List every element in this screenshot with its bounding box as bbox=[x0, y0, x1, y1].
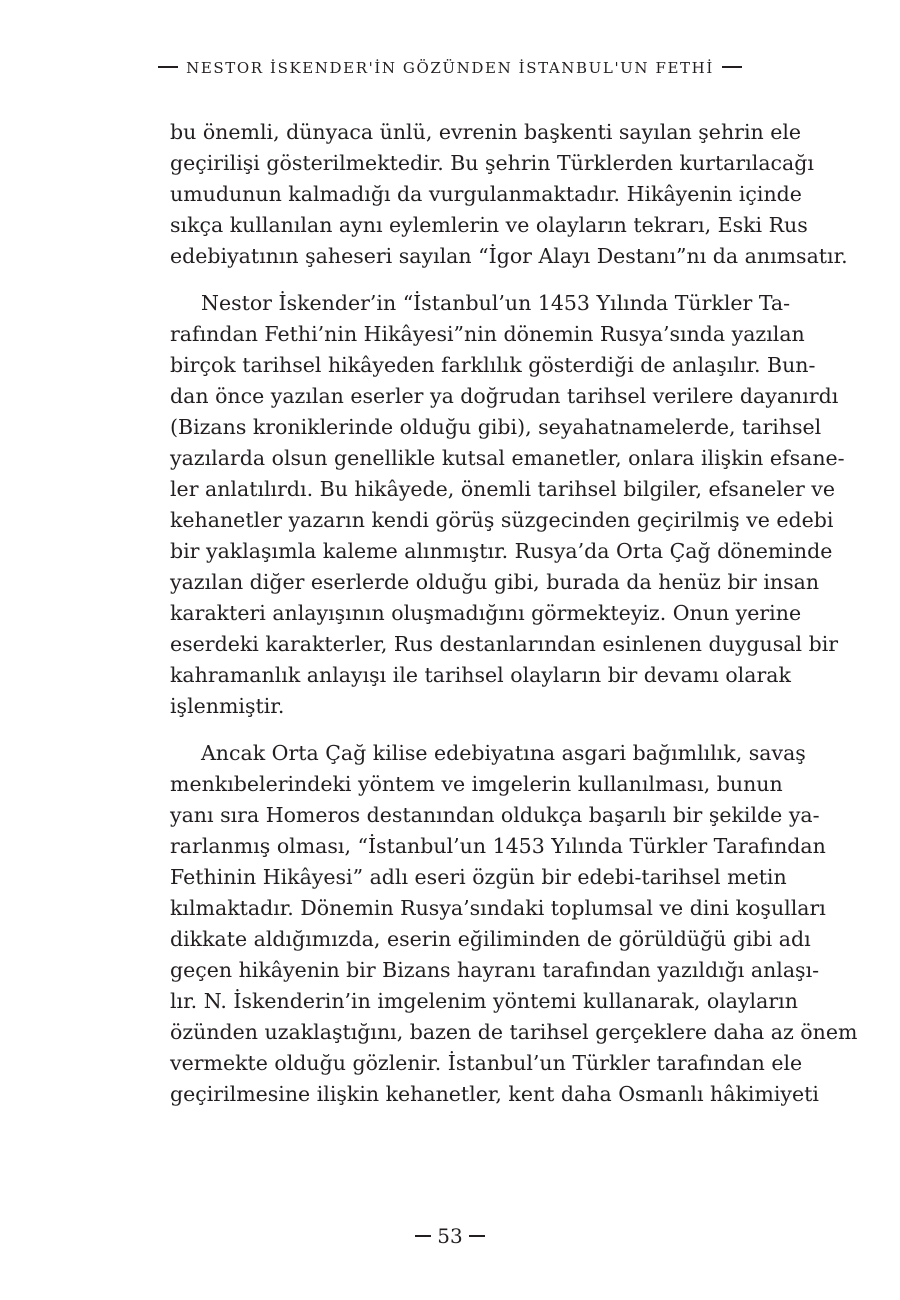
text-line: bu önemli, dünyaca ünlü, evrenin başkenti sayılan şehrin ele bbox=[170, 120, 802, 144]
text-line: Nestor İskender’in “İstanbul’un 1453 Yılında Türkler Ta- bbox=[201, 291, 791, 315]
text-line: bir yaklaşımla kaleme alınmıştır. Rusya’da Orta Çağ döneminde bbox=[170, 539, 833, 563]
body-text bbox=[170, 117, 858, 1110]
paragraph-2 bbox=[170, 288, 845, 722]
text-line: geçen hikâyenin bir Bizans hayranı tarafından yazıldığı anlaşı- bbox=[170, 958, 820, 982]
text-line: vermekte olduğu gözlenir. İstanbul’un Türkler tarafından ele bbox=[170, 1051, 803, 1075]
running-header bbox=[0, 59, 900, 77]
text-line: geçirilişi gösterilmektedir. Bu şehrin Türklerden kurtarılacağı bbox=[170, 151, 814, 175]
text-line: yazılan diğer eserlerde olduğu gibi, burada da henüz bir insan bbox=[170, 570, 820, 594]
page-footer bbox=[0, 1224, 900, 1248]
footer-left-dash bbox=[415, 1235, 431, 1237]
text-line: ler anlatılırdı. Bu hikâyede, önemli tarihsel bilgiler, efsaneler ve bbox=[170, 477, 835, 501]
text-line: birçok tarihsel hikâyeden farklılık gösterdiği de anlaşılır. Bun- bbox=[170, 353, 816, 377]
text-line: yanı sıra Homeros destanından oldukça başarılı bir şekilde ya- bbox=[170, 803, 820, 827]
header-right-dash bbox=[722, 66, 742, 68]
text-line: özünden uzaklaştığını, bazen de tarihsel gerçeklere daha az önem bbox=[170, 1020, 858, 1044]
text-line: kehanetler yazarın kendi görüş süzgecinden geçirilmiş ve edebi bbox=[170, 508, 834, 532]
running-title: NESTOR İSKENDER'İN GÖZÜNDEN İSTANBUL'UN FETHİ bbox=[186, 59, 714, 77]
footer-right-dash bbox=[469, 1235, 485, 1237]
text-line: menkıbelerindeki yöntem ve imgelerin kullanılması, bunun bbox=[170, 772, 783, 796]
text-line: kılmaktadır. Dönemin Rusya’sındaki toplumsal ve dini koşulları bbox=[170, 896, 826, 920]
text-line: rarlanmış olması, “İstanbul’un 1453 Yılında Türkler Tarafından bbox=[170, 834, 826, 858]
text-line: rafından Fethi’nin Hikâyesi”nin dönemin Rusya’sında yazılan bbox=[170, 322, 805, 346]
header-left-dash bbox=[158, 66, 178, 68]
text-line: (Bizans kroniklerinde olduğu gibi), seyahatnamelerde, tarihsel bbox=[170, 415, 822, 439]
text-line: dan önce yazılan eserler ya doğrudan tarihsel verilere dayanırdı bbox=[170, 384, 839, 408]
text-line: Fethinin Hikâyesi” adlı eseri özgün bir edebi-tarihsel metin bbox=[170, 865, 787, 889]
text-line: edebiyatının şaheseri sayılan “İgor Alayı Destanı”nı da anımsatır. bbox=[170, 244, 848, 268]
text-line: sıkça kullanılan aynı eylemlerin ve olayların tekrarı, Eski Rus bbox=[170, 213, 808, 237]
text-line: geçirilmesine ilişkin kehanetler, kent daha Osmanlı hâkimiyeti bbox=[170, 1082, 819, 1106]
text-line: lır. N. İskenderin’in imgelenim yöntemi kullanarak, olayların bbox=[170, 989, 798, 1013]
text-line: dikkate aldığımızda, eserin eğiliminden de görüldüğü gibi adı bbox=[170, 927, 811, 951]
text-line: kahramanlık anlayışı ile tarihsel olayların bir devamı olarak bbox=[170, 663, 791, 687]
text-line: karakteri anlayışının oluşmadığını görmekteyiz. Onun yerine bbox=[170, 601, 802, 625]
text-line: eserdeki karakterler, Rus destanlarından esinlenen duygusal bir bbox=[170, 632, 839, 656]
text-line: Ancak Orta Çağ kilise edebiyatına asgari bağımlılık, savaş bbox=[201, 741, 806, 765]
paragraph-3 bbox=[170, 738, 858, 1110]
paragraph-1 bbox=[170, 117, 848, 272]
text-line: umudunun kalmadığı da vurgulanmaktadır. Hikâyenin içinde bbox=[170, 182, 802, 206]
text-line: yazılarda olsun genellikle kutsal emanetler, onlara ilişkin efsane- bbox=[170, 446, 845, 470]
text-line: işlenmiştir. bbox=[170, 694, 285, 718]
page-number: 53 bbox=[437, 1224, 463, 1248]
